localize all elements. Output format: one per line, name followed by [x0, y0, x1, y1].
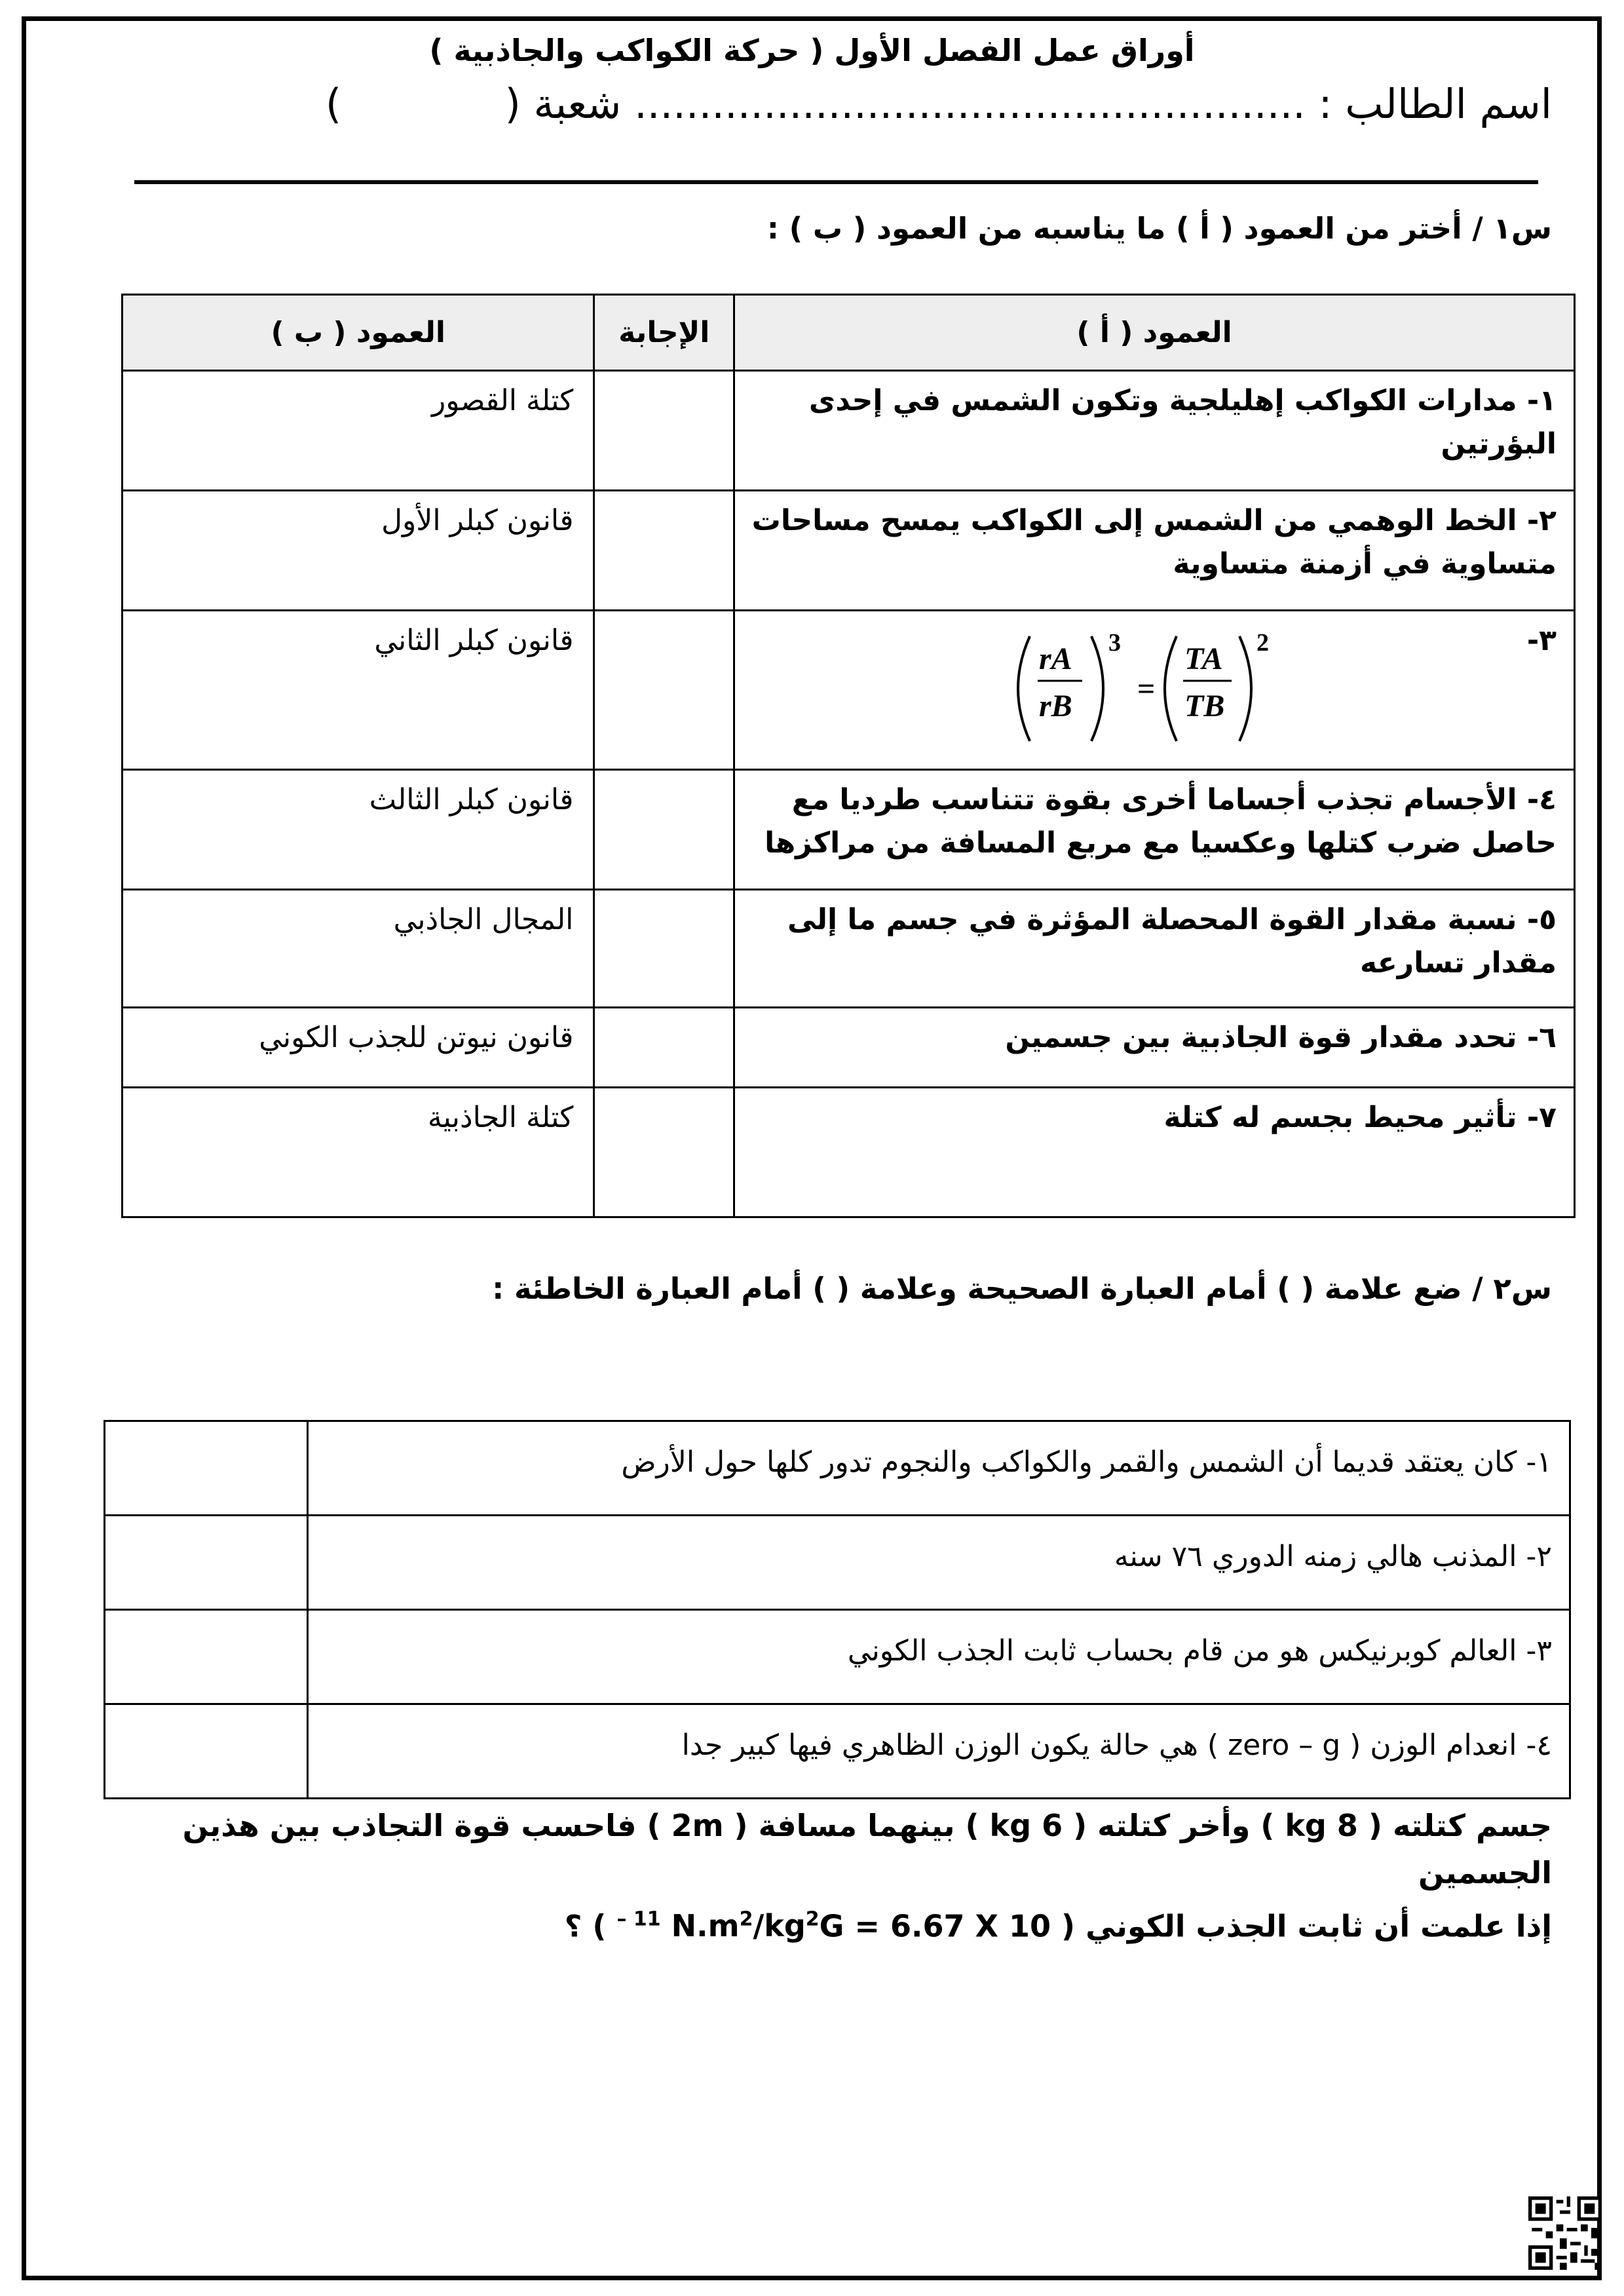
- true-false-row: [105, 1704, 1570, 1799]
- column-a-item: ١- مدارات الكواكب إهليلجية وتكون الشمس في إحدى البؤرتين: [734, 371, 1575, 491]
- matching-row: [123, 770, 1575, 890]
- matching-row: [123, 1088, 1575, 1217]
- statement-text: ٤- انعدام الوزن ( zero – g ) هي حالة يكون الوزن الظاهري فيها كبير جدا: [307, 1704, 1570, 1799]
- answer-cell[interactable]: [594, 491, 734, 611]
- header-divider: [134, 180, 1538, 184]
- column-a-item: ٢- الخط الوهمي من الشمس إلى الكواكب يمسح مساحات متساوية في أزمنة متساوية: [734, 491, 1575, 611]
- formula-t-exponent: 2: [1256, 629, 1269, 657]
- student-info-line: [326, 80, 1552, 128]
- column-a-item: ٧- تأثير محيط بجسم له كتلة: [734, 1088, 1575, 1217]
- column-a-item: ٦- تحدد مقدار قوة الجاذبية بين جسمين: [734, 1008, 1575, 1088]
- problem-line-1: جسم كتلته ( 8 kg ) وأخر كتلته ( 6 kg ) بينهما مسافة ( 2m ) فاحسب قوة التجاذب بين هذين الجسمين: [182, 1808, 1552, 1890]
- answer-cell[interactable]: [594, 611, 734, 770]
- column-b-item: قانون كبلر الثالث: [123, 770, 594, 890]
- true-false-row: [105, 1516, 1570, 1610]
- section-close: ): [325, 80, 342, 128]
- formula-r-exponent: 3: [1108, 629, 1121, 657]
- true-false-table: [104, 1420, 1571, 1799]
- statement-text: ٣- العالم كوبرنيكس هو من قام بحساب ثابت الجذب الكوني: [307, 1610, 1570, 1704]
- matching-header-row: [123, 295, 1575, 371]
- problem-line-2-end: ) ؟: [564, 1908, 617, 1944]
- column-b-item: قانون نيوتن للجذب الكوني: [123, 1008, 594, 1088]
- column-a-item: [734, 611, 1575, 770]
- column-a-header: العمود ( أ ): [734, 295, 1575, 371]
- column-b-item: قانون كبلر الأول: [123, 491, 594, 611]
- column-a-item: ٥- نسبة مقدار القوة المحصلة المؤثرة في جسم ما إلى مقدار تسارعه: [734, 890, 1575, 1008]
- student-name-blank[interactable]: ....................................................: [634, 80, 1306, 128]
- column-b-item: المجال الجاذبي: [123, 890, 594, 1008]
- matching-row: [123, 611, 1575, 770]
- matching-row: [123, 1008, 1575, 1088]
- unit-exp-kg: 2: [805, 1908, 820, 1931]
- answer-cell[interactable]: [594, 1088, 734, 1217]
- gravitation-problem: [78, 1802, 1552, 1949]
- column-b-header: العمود ( ب ): [123, 295, 594, 371]
- answer-cell[interactable]: [594, 371, 734, 491]
- column-b-item: كتلة الجاذبية: [123, 1088, 594, 1217]
- formula-r-numerator: rA: [1039, 641, 1072, 676]
- true-false-row: [105, 1610, 1570, 1704]
- mark-cell[interactable]: [105, 1421, 308, 1516]
- unit-nm: N.m: [660, 1908, 740, 1944]
- answer-cell[interactable]: [594, 890, 734, 1008]
- formula-equals: =: [1137, 672, 1156, 706]
- problem-line-2: [78, 1896, 1552, 1949]
- mark-cell[interactable]: [105, 1610, 308, 1704]
- unit-exp-m: 2: [739, 1908, 753, 1931]
- answer-column-header: الإجابة: [594, 295, 734, 371]
- true-false-row: [105, 1421, 1570, 1516]
- section-label: شعبة (: [504, 80, 622, 128]
- problem-line-2-text: إذا علمت أن ثابت الجذب الكوني ( G = 6.67 X 10: [819, 1908, 1552, 1944]
- formula-r-denominator: rB: [1039, 689, 1072, 723]
- formula-t-denominator: TB: [1184, 689, 1225, 723]
- column-a-item: ٤- الأجسام تجذب أجساما أخرى بقوة تتناسب طرديا مع حاصل ضرب كتلها وعكسيا مع مربع المسافة من مراكزها: [734, 770, 1575, 890]
- exponent: – 11: [616, 1908, 661, 1931]
- matching-row: [123, 890, 1575, 1008]
- matching-table: [121, 294, 1576, 1218]
- question2-prompt: س٢ / ضع علامة ( ) أمام العبارة الصحيحة وعلامة ( ) أمام العبارة الخاطئة :: [492, 1271, 1552, 1306]
- qr-code: [1528, 2196, 1602, 2270]
- matching-row: [123, 491, 1575, 611]
- item-number: ٣-: [1526, 624, 1557, 657]
- worksheet-title: أوراق عمل الفصل الأول ( حركة الكواكب والجاذبية ): [429, 33, 1195, 68]
- answer-cell[interactable]: [594, 770, 734, 890]
- statement-text: ١- كان يعتقد قديما أن الشمس والقمر والكواكب والنجوم تدور كلها حول الأرض: [307, 1421, 1570, 1516]
- mark-cell[interactable]: [105, 1516, 308, 1610]
- column-b-item: كتلة القصور: [123, 371, 594, 491]
- matching-row: [123, 371, 1575, 491]
- mark-cell[interactable]: [105, 1704, 308, 1799]
- statement-text: ٢- المذنب هالي زمنه الدوري ٧٦ سنه: [307, 1516, 1570, 1610]
- formula-t-numerator: TA: [1184, 641, 1223, 676]
- column-b-item: قانون كبلر الثاني: [123, 611, 594, 770]
- answer-cell[interactable]: [594, 1008, 734, 1088]
- student-name-label: اسم الطالب :: [1318, 80, 1552, 128]
- unit-kg: /kg: [753, 1908, 806, 1944]
- question1-prompt: س١ / أختر من العمود ( أ ) ما يناسبه من العمود ( ب ) :: [766, 211, 1552, 246]
- kepler-third-law-formula: [992, 623, 1306, 748]
